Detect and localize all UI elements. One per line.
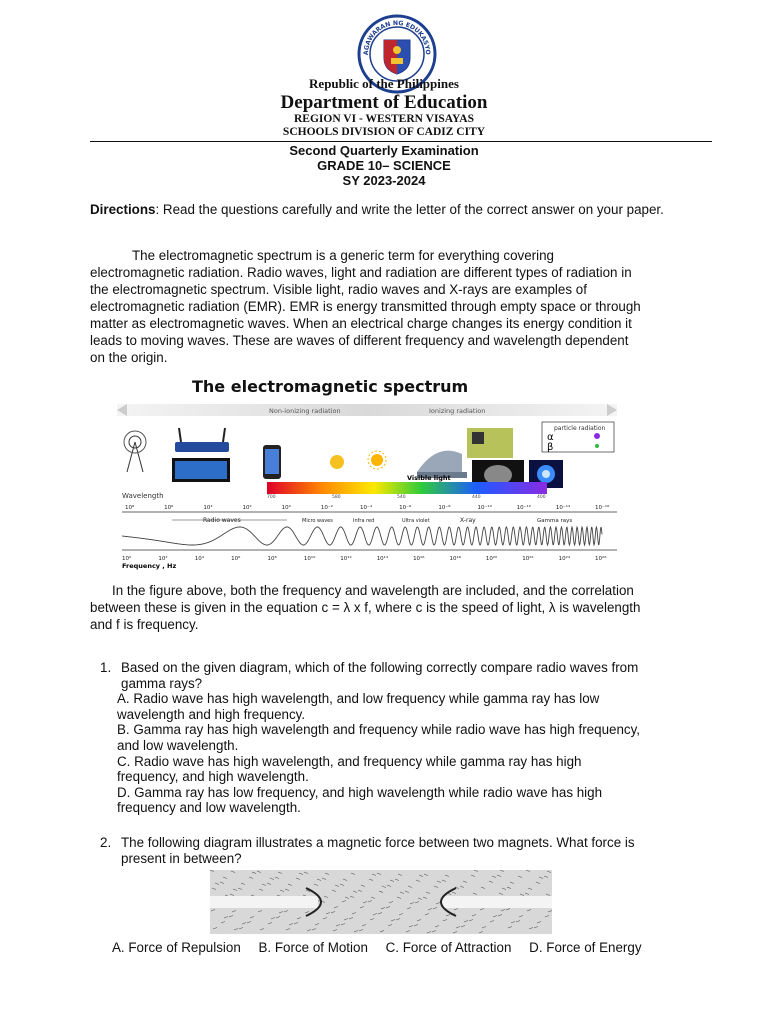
scale-tick-label: 10⁸: [125, 505, 135, 511]
alpha-symbol: α: [547, 432, 554, 443]
alpha-particle-icon: [594, 433, 600, 439]
particle-label: particle radiation: [554, 425, 606, 432]
exam-title: Second Quarterly Examination: [289, 143, 479, 158]
wavelength-label: Wavelength: [122, 492, 164, 500]
option-d[interactable]: D. Gamma ray has low frequency, and high wavelength while radio wave has high: [117, 784, 603, 800]
choice-a[interactable]: A. Force of Repulsion: [112, 940, 241, 955]
band-xray: X-ray: [460, 517, 476, 524]
nm-tick: 580: [332, 495, 341, 500]
equation-line: and f is frequency.: [90, 617, 199, 632]
scale-tick-label: 10²²: [522, 556, 534, 562]
beta-symbol: β: [547, 442, 554, 453]
scale-tick-label: 10²: [158, 556, 168, 562]
nm-tick: 440: [472, 495, 481, 500]
visible-spectrum-bar: [267, 482, 547, 494]
em-wave: [122, 527, 602, 545]
question-number: 1.: [100, 660, 112, 675]
scale-tick-label: 10⁰: [281, 505, 291, 511]
band-ultraviolet: Ultra violet: [402, 518, 430, 524]
equation-line: between these is given in the equation c = λ x f, where c is the speed of light, λ is wavelength: [90, 600, 641, 615]
option-b[interactable]: B. Gamma ray has high wavelength and frequency while radio wave has high frequency,: [117, 722, 641, 738]
question-2: [100, 835, 635, 866]
scale-tick-label: 10⁶: [231, 556, 241, 562]
option-d-cont: frequency and low wavelength.: [117, 800, 301, 816]
question-stem: Based on the given diagram, which of the following correctly compare radio waves from: [121, 660, 639, 675]
intro-line: electromagnetic radiation. Radio waves, light and radiation are different types of radiation in: [90, 265, 632, 280]
option-c-cont: frequency, and high wavelength.: [117, 769, 309, 785]
band-radio: Radio waves: [203, 517, 241, 524]
intro-line: The electromagnetic spectrum is a generic term for everything covering: [132, 248, 554, 263]
left-magnet: [210, 896, 318, 908]
directions-label: Directions: [90, 202, 156, 217]
magnet-field-image: [210, 870, 552, 934]
header-divider: [90, 141, 712, 142]
scale-tick-label: 10⁴: [203, 505, 213, 511]
option-a[interactable]: A. Radio wave has high wavelength, and low frequency while gamma ray has low: [117, 691, 600, 707]
scale-tick-label: 10¹⁶: [413, 556, 425, 562]
visible-light-label: Visible light: [407, 474, 451, 482]
ionizing-label: Ionizing radiation: [429, 407, 486, 415]
option-c[interactable]: C. Radio wave has high wavelength, and frequency while gamma ray has high: [117, 753, 582, 769]
option-a-cont: wavelength and high frequency.: [117, 706, 306, 722]
region-line: REGION VI - WESTERN VISAYAS: [293, 113, 475, 125]
scale-tick-label: 10⁻¹⁴: [555, 505, 571, 511]
intro-line: the electromagnetic spectrum. Visible light, radio waves and X-rays are examples of: [90, 282, 587, 297]
sun-icon: [368, 451, 386, 469]
frequency-ticks: [122, 555, 607, 562]
television-icon: [172, 458, 230, 482]
scale-tick-label: 10⁻¹²: [516, 505, 531, 511]
question-stem: gamma rays?: [121, 675, 203, 691]
band-infrared: Infra red: [353, 518, 375, 524]
scale-tick-label: 10⁻¹⁰: [477, 505, 492, 511]
scale-tick-label: 10¹²: [340, 556, 352, 562]
right-magnet: [442, 896, 552, 908]
choice-d[interactable]: D. Force of Energy: [529, 940, 642, 955]
scale-tick-label: 10²⁶: [595, 556, 607, 562]
question-number: 2.: [100, 835, 112, 850]
directions: [90, 201, 705, 218]
scale-tick-label: 10²: [242, 505, 252, 511]
scale-tick-label: 10⁸: [267, 556, 277, 562]
wavelength-ticks: [125, 504, 610, 511]
beta-particle-icon: [595, 444, 599, 448]
scale-tick-label: 10¹⁴: [376, 556, 389, 562]
equation-paragraph: [90, 582, 640, 633]
intro-paragraph: [90, 247, 641, 366]
school-year: SY 2023-2024: [342, 173, 426, 188]
scale-tick-label: 10⁴: [194, 556, 204, 562]
question-1: [100, 660, 640, 816]
xray-machine-icon: [467, 428, 513, 458]
question-stem: present in between?: [121, 850, 242, 866]
scale-tick-label: 10²⁴: [558, 556, 571, 562]
scale-tick-label: 10⁻⁴: [360, 505, 373, 511]
scale-tick-label: 10⁶: [164, 505, 174, 511]
question-stem: The following diagram illustrates a magnetic force between two magnets. What force is: [121, 835, 635, 850]
band-labels: [172, 517, 572, 524]
department-title: Department of Education: [280, 92, 488, 113]
choice-b[interactable]: B. Force of Motion: [258, 940, 368, 955]
nm-tick: 400: [537, 495, 546, 500]
directions-text: : Read the questions carefully and write the letter of the correct answer on your paper.: [155, 202, 664, 217]
non-ionizing-label: Non-ionizing radiation: [269, 407, 341, 415]
question-2-choices: [112, 940, 656, 955]
scale-tick-label: 10¹⁰: [303, 556, 316, 562]
option-b-cont: and low wavelength.: [117, 737, 239, 753]
intro-line: on the origin.: [90, 350, 168, 365]
scale-tick-label: 10⁰: [122, 556, 132, 562]
scale-tick-label: 10¹⁸: [449, 556, 461, 562]
radio-tower-icon: [124, 431, 146, 472]
band-gamma: Gamma rays: [537, 518, 573, 524]
figure-title: The electromagnetic spectrum: [192, 377, 469, 396]
intro-line: leads to moving waves. These are waves of different frequency and wavelength dependent: [90, 333, 629, 348]
scale-tick-label: 10²⁰: [485, 556, 498, 562]
phone-icon: [263, 445, 281, 479]
intro-line: electromagnetic radiation (EMR). EMR is energy transmitted through empty space or through: [90, 299, 641, 314]
grade-title: GRADE 10– SCIENCE: [317, 158, 451, 173]
router-icon: [175, 428, 229, 452]
band-micro: Micro waves: [302, 518, 333, 524]
scale-tick-label: 10⁻⁶: [399, 505, 412, 511]
intro-line: matter as electromagnetic waves. When an electrical charge changes its energy condition it: [90, 316, 632, 331]
nm-tick: 700: [267, 495, 276, 500]
em-spectrum-figure: [117, 372, 625, 572]
republic-line: Republic of the Philippines: [309, 76, 459, 91]
svg-text:KAGAWARAN NG EDUKASYON: AGAWARAN NG EDUKASYO: [362, 19, 432, 56]
scale-tick-label: 10⁻⁸: [438, 505, 451, 511]
scale-tick-label: 10⁻²: [320, 505, 333, 511]
scale-tick-label: 10⁻¹⁶: [595, 505, 610, 511]
frequency-label: Frequency , Hz: [122, 562, 177, 570]
lightbulb-icon: [330, 455, 344, 469]
choice-c[interactable]: C. Force of Attraction: [385, 940, 512, 955]
division-line: SCHOOLS DIVISION OF CADIZ CITY: [282, 126, 486, 138]
equation-line: In the figure above, both the frequency and wavelength are included, and the correlation: [112, 583, 634, 598]
nm-scale: [267, 494, 546, 500]
nm-tick: 540: [397, 495, 406, 500]
